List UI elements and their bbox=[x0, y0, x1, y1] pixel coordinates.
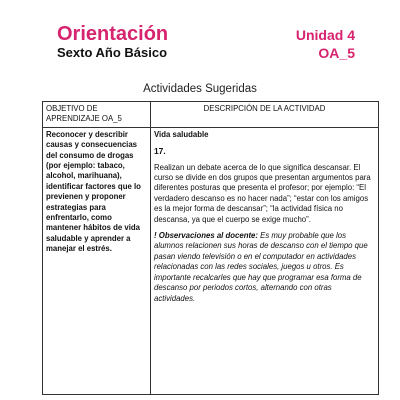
page-title: Orientación bbox=[57, 23, 169, 45]
table-header-row bbox=[43, 102, 379, 128]
objective-cell: Reconocer y describir causas y consecuencias del consumo de drogas (por ejemplo: tabaco, alcohol, marihuana), identificar factores que lo previenen y proponer estrategias para enfrentarlo, como mantener hábitos de vida saludable y aprender a manejar el estrés. bbox=[43, 127, 151, 394]
teacher-note-text: Es muy probable que los alumnos relacionen sus horas de descanso con el tiempo que pasan viendo televisión o en el computador en actividades relacionadas con las redes sociales, juegos u otros. Es importante recalcarles que hay que programar esa forma de descanso por periodos cortos, alternando con otras actividades. bbox=[154, 231, 368, 303]
description-header: DESCRIPCIÓN DE LA ACTIVIDAD bbox=[151, 102, 379, 128]
teacher-note bbox=[154, 231, 375, 304]
teacher-note-label: ! Observaciones al docente: bbox=[154, 231, 258, 241]
activities-table bbox=[42, 101, 379, 395]
activity-description: Realizan un debate acerca de lo que significa descansar. El curso se divide en dos grupos que presentan argumentos para diferentes posturas que presenta el profesor; por ejemplo: “El verdadero descanso es no hacer nada”; “estar con los amigos es la mejor forma de descansar”; “la actividad física no descansa, ya que el cuerpo se exige mucho”. bbox=[154, 162, 371, 224]
activity-title: Vida saludable bbox=[154, 129, 209, 139]
table-row bbox=[43, 127, 379, 394]
description-cell bbox=[151, 127, 379, 394]
grade-subtitle: Sexto Año Básico bbox=[57, 45, 168, 60]
oa-label: OA_5 bbox=[318, 45, 355, 61]
section-title: Actividades Sugeridas bbox=[143, 83, 257, 95]
activity-number: 17. bbox=[154, 146, 166, 157]
objective-header: OBJETIVO DE APRENDIZAJE OA_5 bbox=[43, 102, 151, 128]
unit-label: Unidad 4 bbox=[295, 27, 355, 43]
